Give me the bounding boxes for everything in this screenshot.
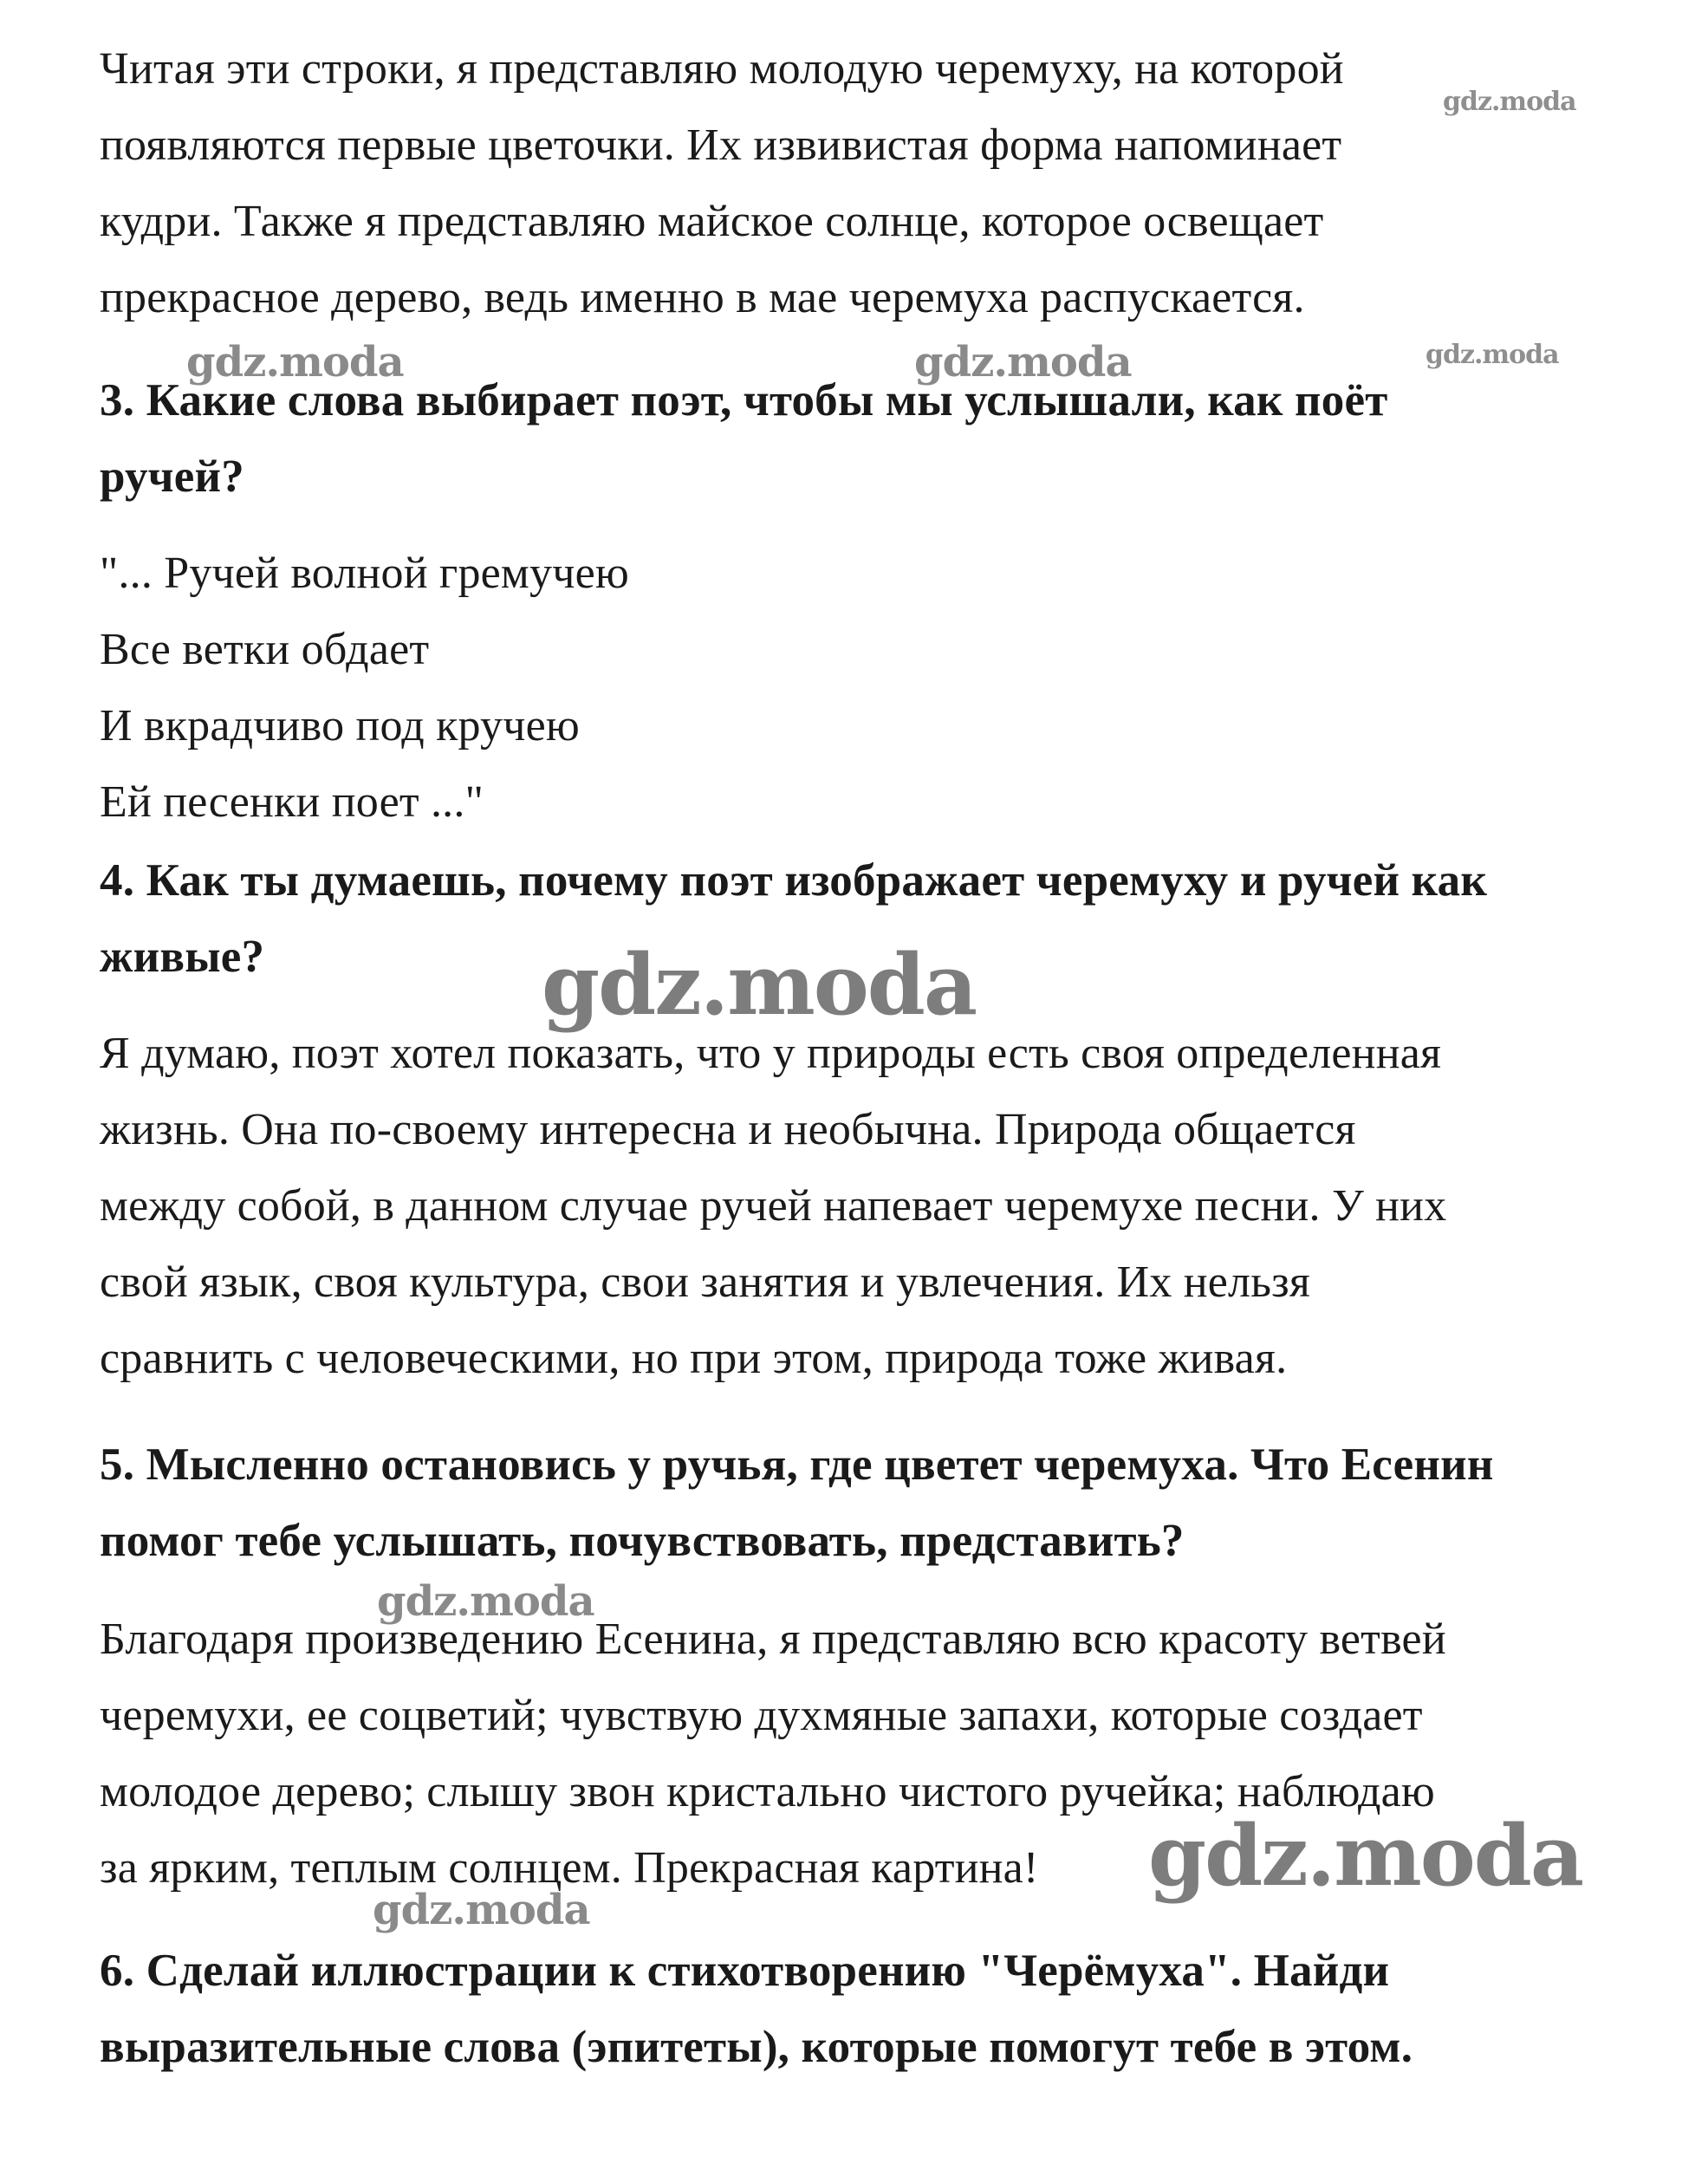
watermark-center: gdz.moda: [914, 338, 1132, 387]
watermark-left: gdz.moda: [186, 338, 404, 387]
answer-5-line-2: черемухи, ее соцветий; чувствую духмяные запахи, которые создает: [100, 1691, 1423, 1740]
watermark-right: gdz.moda: [1425, 340, 1559, 370]
question-3-line-2: ручей?: [100, 452, 244, 502]
intro-line-4: прекрасное дерево, ведь именно в мае черемуха распускается.: [100, 273, 1305, 322]
question-6-line-2: выразительные слова (эпитеты), которые помогут тебе в этом.: [100, 2022, 1413, 2072]
intro-line-1: Читая эти строки, я представляю молодую черемуху, на которой: [100, 44, 1344, 94]
answer-3-line-1: "... Ручей волной гремучею: [100, 549, 629, 598]
question-4-line-2: живые?: [100, 932, 265, 982]
question-6-line-1: 6. Сделай иллюстрации к стихотворению "Черёмуха". Найди: [100, 1946, 1390, 1996]
answer-4-line-4: свой язык, своя культура, свои занятия и увлечения. Их нельзя: [100, 1257, 1310, 1307]
intro-line-3: кудри. Также я представляю майское солнце, которое освещает: [100, 197, 1324, 246]
answer-4-line-5: сравнить с человеческими, но при этом, природа тоже живая.: [100, 1334, 1288, 1383]
answer-4-line-2: жизнь. Она по-своему интересна и необычна. Природа общается: [100, 1105, 1356, 1154]
watermark-large-right: gdz.moda: [1148, 1807, 1583, 1905]
answer-4-line-3: между собой, в данном случае ручей напевает черемухе песни. У них: [100, 1181, 1447, 1231]
watermark-large-center: gdz.moda: [542, 936, 977, 1034]
answer-3-line-2: Все ветки обдает: [100, 625, 430, 674]
question-4-line-1: 4. Как ты думаешь, почему поэт изображает черемуху и ручей как: [100, 855, 1488, 906]
watermark-top-right: gdz.moda: [1443, 87, 1576, 117]
question-3-line-1: 3. Какие слова выбирает поэт, чтобы мы услышали, как поёт: [100, 375, 1388, 426]
intro-line-2: появляются первые цветочки. Их извивистая форма напоминает: [100, 120, 1342, 170]
answer-3-line-3: И вкрадчиво под кручею: [100, 701, 580, 750]
question-5-line-2: помог тебе услышать, почувствовать, представить?: [100, 1516, 1185, 1566]
watermark-lower-left: gdz.moda: [373, 1886, 590, 1934]
watermark-mid-left: gdz.moda: [377, 1577, 594, 1626]
answer-3-line-4: Ей песенки поет ...": [100, 777, 484, 827]
answer-5-line-1: Благодаря произведению Есенина, я представляю всю красоту ветвей: [100, 1615, 1446, 1664]
answer-5-line-4: за ярким, теплым солнцем. Прекрасная картина!: [100, 1843, 1039, 1893]
answer-4-line-1: Я думаю, поэт хотел показать, что у природы есть своя определенная: [100, 1029, 1442, 1078]
answer-5-line-3: молодое дерево; слышу звон кристально чистого ручейка; наблюдаю: [100, 1767, 1435, 1816]
question-5-line-1: 5. Мысленно остановись у ручья, где цветет черемуха. Что Есенин: [100, 1439, 1494, 1490]
